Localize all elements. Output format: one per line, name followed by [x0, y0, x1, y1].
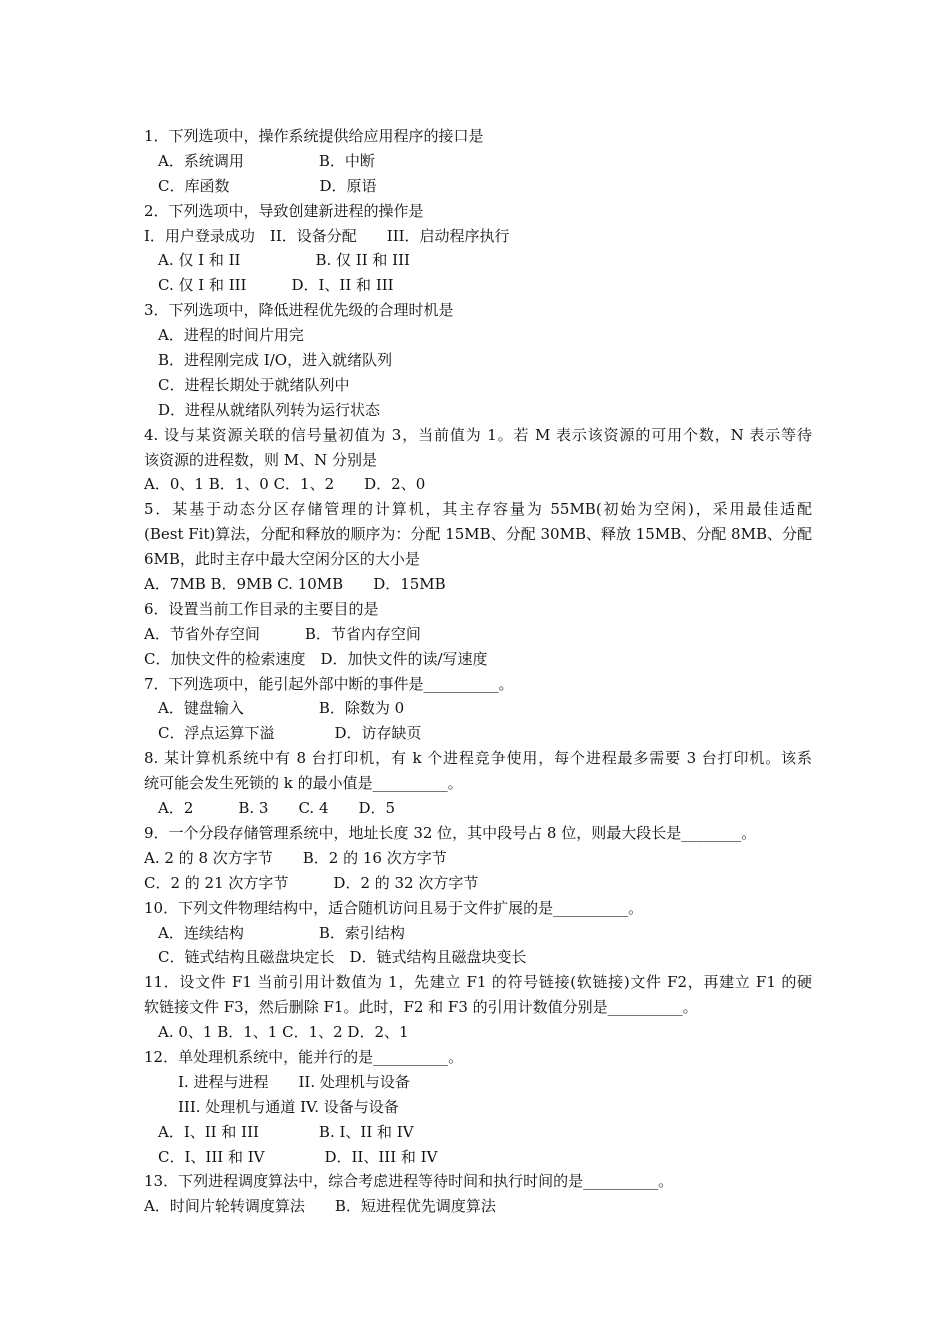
exam-questions — [144, 124, 812, 1219]
document-line: 6．设置当前工作目录的主要目的是 — [144, 599, 379, 618]
document-line: A．键盘输入 B．除数为 0 — [158, 699, 405, 718]
document-line: A．节省外存空间 B．节省内存空间 — [144, 624, 421, 643]
document-line: C．库函数 D．原语 — [158, 176, 377, 195]
document-line: 4. 设与某资源关联的信号量初值为 3，当前值为 1。若 M 表示该资源的可用个数，N 表示等待 — [144, 425, 812, 444]
document-line: C．加快文件的检索速度 D．加快文件的读/写速度 — [144, 649, 488, 668]
document-line: 9．一个分段存储管理系统中，地址长度 32 位，其中段号占 8 位，则最大段长是________。 — [144, 823, 757, 842]
document-line: C．进程长期处于就绪队列中 — [158, 375, 350, 394]
document-line: III. 处理机与通道 IV. 设备与设备 — [178, 1097, 399, 1116]
document-line: A．2 B. 3 C. 4 D．5 — [158, 799, 396, 818]
document-line: B．进程刚完成 I/O，进入就绪队列 — [158, 351, 393, 370]
document-line: C．I、III 和 IV D．II、III 和 IV — [158, 1147, 438, 1166]
document-line: C．2 的 21 次方字节 D．2 的 32 次方字节 — [144, 873, 479, 892]
document-line: D．进程从就绪队列转为运行状态 — [158, 400, 381, 419]
document-line: I．用户登录成功 II．设备分配 III．启动程序执行 — [144, 226, 510, 245]
document-line: A．0、1 B．1、0 C．1、2 D．2、0 — [144, 475, 426, 494]
document-line: 统可能会发生死锁的 k 的最小值是__________。 — [144, 774, 463, 793]
document-line: (Best Fit)算法，分配和释放的顺序为：分配 15MB、分配 30MB、释放 15MB、分配 8MB、分配 — [144, 525, 812, 544]
document-line: A．进程的时间片用完 — [158, 326, 304, 345]
document-line: 10．下列文件物理结构中，适合随机访问且易于文件扩展的是__________。 — [144, 898, 644, 917]
document-line: A．时间片轮转调度算法 B．短进程优先调度算法 — [144, 1197, 496, 1216]
document-line: 8. 某计算机系统中有 8 台打印机，有 k 个进程竞争使用，每个进程最多需要 3 台打印机。该系 — [144, 749, 812, 768]
document-line: A．连续结构 B．索引结构 — [158, 923, 405, 942]
document-line: 12．单处理机系统中，能并行的是__________。 — [144, 1047, 464, 1066]
document-line: 1．下列选项中，操作系统提供给应用程序的接口是 — [144, 127, 484, 145]
document-line: 6MB，此时主存中最大空闲分区的大小是 — [144, 550, 420, 569]
document-line: I. 进程与进程 II. 处理机与设备 — [178, 1072, 410, 1091]
document-line: 11．设文件 F1 当前引用计数值为 1，先建立 F1 的符号链接(软链接)文件 F2，再建立 F1 的硬 — [144, 973, 812, 992]
document-line: A．I、II 和 III B. I、II 和 IV — [158, 1122, 414, 1141]
document-line: 7．下列选项中，能引起外部中断的事件是__________。 — [144, 674, 514, 693]
document-line: C．浮点运算下溢 D．访存缺页 — [158, 724, 422, 743]
document-line: A. 仅 I 和 II B. 仅 II 和 III — [158, 251, 410, 270]
document-line: C．链式结构且磁盘块定长 D．链式结构且磁盘块变长 — [158, 948, 527, 967]
document-line: A．7MB B．9MB C. 10MB D．15MB — [144, 575, 446, 594]
document-line: C. 仅 I 和 III D．I、II 和 III — [158, 276, 394, 295]
document-line: A. 2 的 8 次方字节 B．2 的 16 次方字节 — [144, 848, 447, 867]
document-line: A. 0、1 B．1、1 C．1、2 D．2、1 — [158, 1023, 409, 1042]
document-line: 软链接文件 F3，然后删除 F1。此时，F2 和 F3 的引用计数值分别是__________。 — [144, 998, 698, 1017]
document-line: 5．某基于动态分区存储管理的计算机，其主存容量为 55MB(初始为空闲)，采用最佳适配 — [144, 500, 812, 519]
document-line: 3．下列选项中，降低进程优先级的合理时机是 — [144, 301, 454, 320]
document-line: 该资源的进程数，则 M、N 分别是 — [144, 450, 378, 469]
document-line: 13．下列进程调度算法中，综合考虑进程等待时间和执行时间的是__________。 — [144, 1172, 674, 1191]
document-line: A．系统调用 B．中断 — [158, 151, 375, 170]
document-line: 2．下列选项中，导致创建新进程的操作是 — [144, 201, 424, 220]
